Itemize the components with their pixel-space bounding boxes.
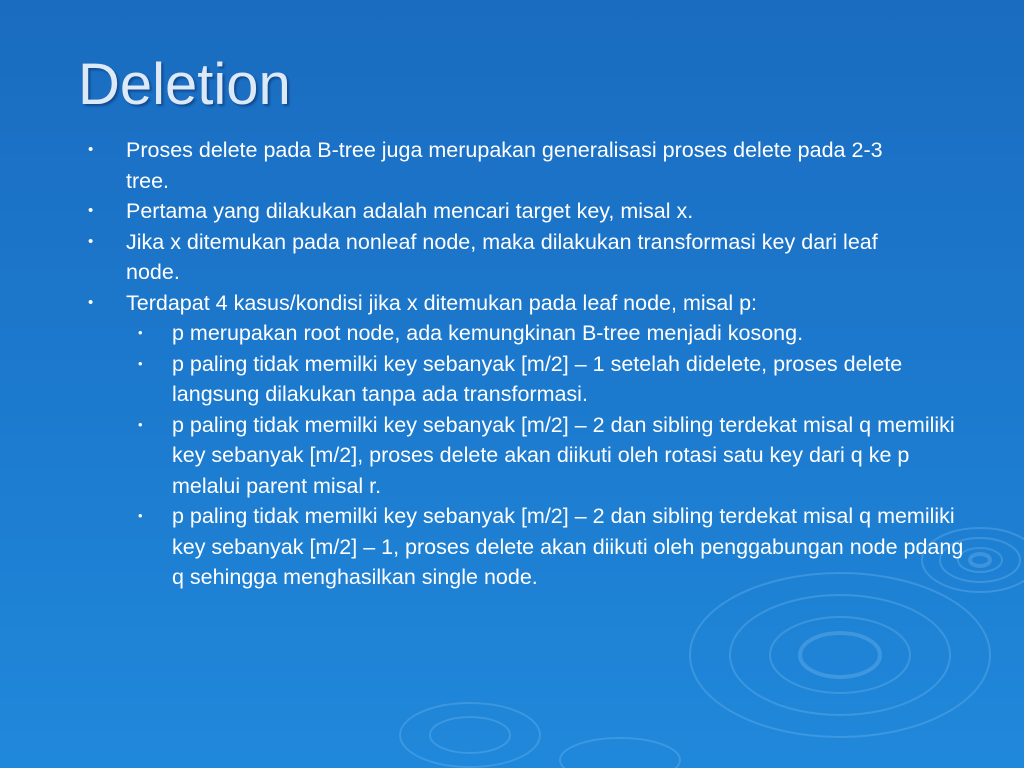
slide-title: Deletion — [78, 52, 291, 117]
bullet-item: • Jika x ditemukan pada nonleaf node, maka dilakukan transformasi key dari leaf node. — [80, 227, 926, 288]
sub-bullet-item: • p paling tidak memilki key sebanyak [m/2] – 2 dan sibling terdekat misal q memiliki key sebanyak [m/2] – 1, proses delete akan diikuti oleh penggabungan node pdang q sehingga menghasilkan single node. — [80, 501, 972, 593]
bullet-item: • Proses delete pada B-tree juga merupakan generalisasi proses delete pada 2-3 tree. — [80, 135, 926, 196]
sub-bullet-item: • p paling tidak memilki key sebanyak [m/2] – 2 dan sibling terdekat misal q memiliki key sebanyak [m/2], proses delete akan diikuti oleh rotasi satu key dari q ke p melalui parent misal r. — [80, 410, 972, 502]
bullet-list — [80, 135, 980, 593]
bullet-item: • Terdapat 4 kasus/kondisi jika x ditemukan pada leaf node, misal p: — [80, 288, 926, 319]
bullet-item: • Pertama yang dilakukan adalah mencari target key, misal x. — [80, 196, 926, 227]
sub-bullet-item: • p merupakan root node, ada kemungkinan B-tree menjadi kosong. — [80, 318, 972, 349]
sub-bullet-item: • p paling tidak memilki key sebanyak [m/2] – 1 setelah didelete, proses delete langsung dilakukan tanpa ada transformasi. — [80, 349, 972, 410]
